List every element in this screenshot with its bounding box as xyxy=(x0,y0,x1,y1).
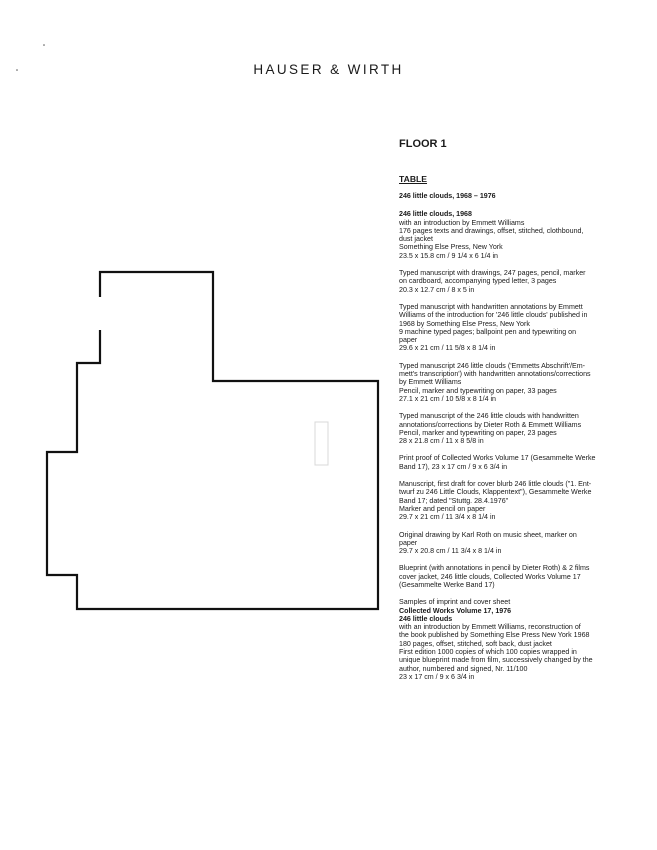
list-item xyxy=(399,454,617,471)
entry-line: (Gesammelte Werke Band 17) xyxy=(399,580,495,589)
list-item xyxy=(399,269,617,294)
entry-line: 176 pages texts and drawings, offset, stitched, clothbound, xyxy=(399,226,584,235)
entry-line: Pencil, marker and typewriting on paper, 33 pages xyxy=(399,386,557,395)
entry-line: 23.5 x 15.8 cm / 9 1/4 x 6 1/4 in xyxy=(399,251,498,260)
entry-line: First edition 1000 copies of which 100 copies wrapped in xyxy=(399,648,577,657)
entry-line: Typed manuscript of the 246 little clouds with handwritten xyxy=(399,412,579,421)
entry-line: with an introduction by Emmett Williams, reconstruction of xyxy=(399,623,581,632)
entry-line: 20.3 x 12.7 cm / 8 x 5 in xyxy=(399,285,475,294)
entry-line: Manuscript, first draft for cover blurb 246 little clouds ("1. Ent- xyxy=(399,480,592,489)
entry-line: Print proof of Collected Works Volume 17 (Gesammelte Werke xyxy=(399,454,596,463)
entry-line: 29.6 x 21 cm / 11 5/8 x 8 1/4 in xyxy=(399,344,496,353)
entry-title: 246 little clouds xyxy=(399,614,453,623)
entry-line: author, numbered and signed, Nr. 11/100 xyxy=(399,664,528,673)
entry-line: by Emmett Williams xyxy=(399,378,462,387)
entry-line: 29.7 x 20.8 cm / 11 3/4 x 8 1/4 in xyxy=(399,547,502,556)
entry-line: Band 17), 23 x 17 cm / 9 x 6 3/4 in xyxy=(399,462,508,471)
floor-heading: FLOOR 1 xyxy=(399,138,447,150)
entry-line: paper xyxy=(399,538,418,547)
list-item xyxy=(399,480,617,521)
entry-line: Typed manuscript with drawings, 247 pages, pencil, marker xyxy=(399,269,586,278)
list-item xyxy=(399,412,617,445)
entry-line: 28 x 21.8 cm / 11 x 8 5/8 in xyxy=(399,437,484,446)
entry-line: 23 x 17 cm / 9 x 6 3/4 in xyxy=(399,672,475,681)
entry-title: 246 little clouds, 1968 xyxy=(399,210,472,219)
entries-list xyxy=(399,210,617,681)
entry-line: cover jacket, 246 little clouds, Collected Works Volume 17 xyxy=(399,572,581,581)
entry-line: Band 17; dated "Stuttg. 28.4.1976" xyxy=(399,496,509,505)
entry-line: 29.7 x 21 cm / 11 3/4 x 8 1/4 in xyxy=(399,513,496,522)
list-item xyxy=(399,531,617,556)
entry-line: Williams of the introduction for '246 little clouds' published in xyxy=(399,311,588,320)
section-heading: TABLE xyxy=(399,174,428,184)
list-item xyxy=(399,210,617,260)
entry-line: Typed manuscript 246 little clouds ('Emmetts Abschrift'/Em- xyxy=(399,361,586,370)
entry-line: Samples of imprint and cover sheet xyxy=(399,598,511,607)
floor-plan-window xyxy=(315,422,328,465)
entry-line: Something Else Press, New York xyxy=(399,243,503,252)
entry-line: unique blueprint made from film, successively changed by the xyxy=(399,656,593,665)
entry-line: on cardboard, accompanying typed letter, 3 pages xyxy=(399,277,557,286)
group-title: 246 little clouds, 1968 – 1976 xyxy=(399,192,496,200)
entry-line: 180 pages, offset, stitched, soft back, dust jacket xyxy=(399,639,552,648)
gallery-logo: HAUSER & WIRTH xyxy=(253,62,404,77)
entry-line: 27.1 x 21 cm / 10 5/8 x 8 1/4 in xyxy=(399,394,497,403)
list-item xyxy=(399,362,617,403)
entry-line: Pencil, marker and typewriting on paper, 23 pages xyxy=(399,428,557,437)
entry-line: with an introduction by Emmett Williams xyxy=(399,218,525,227)
entry-line: mett's transcription') with handwritten annotations/corrections xyxy=(399,370,591,379)
entry-title: Collected Works Volume 17, 1976 xyxy=(399,606,512,615)
list-item xyxy=(399,564,617,589)
entry-line: 1968 by Something Else Press, New York xyxy=(399,319,530,328)
list-item xyxy=(399,303,617,353)
entry-line: Typed manuscript with handwritten annotations by Emmett xyxy=(399,302,583,311)
entry-line: Marker and pencil on paper xyxy=(399,504,486,513)
entry-line: Blueprint (with annotations in pencil by Dieter Roth) & 2 films xyxy=(399,564,590,573)
entry-line: annotations/corrections by Dieter Roth & Emmett Williams xyxy=(399,420,582,429)
entry-line: paper xyxy=(399,336,418,345)
entry-line: 9 machine typed pages; ballpoint pen and typewriting on xyxy=(399,327,577,336)
entry-line: Original drawing by Karl Roth on music sheet, marker on xyxy=(399,530,577,539)
entry-line: the book published by Something Else Press New York 1968 xyxy=(399,631,590,640)
entry-line: dust jacket xyxy=(399,235,433,244)
entry-line: twurf zu 246 Little Clouds, Klappentext"), Gesammelte Werke xyxy=(399,488,592,497)
object-list xyxy=(399,138,617,690)
list-item xyxy=(399,598,617,681)
